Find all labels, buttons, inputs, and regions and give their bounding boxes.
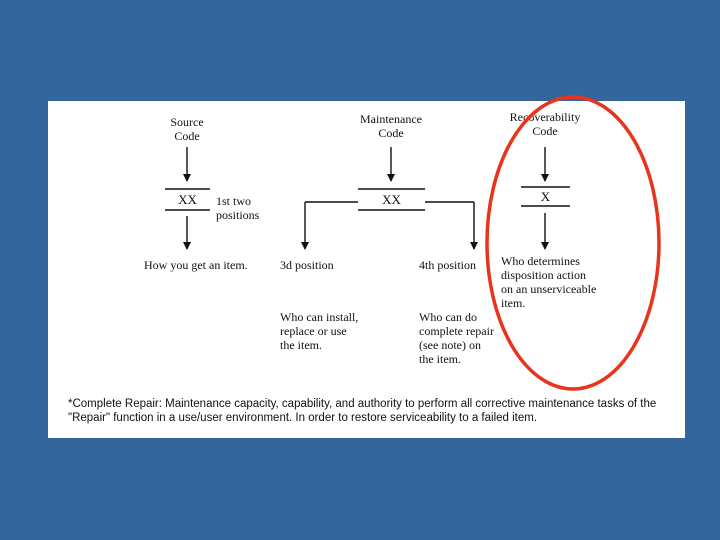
source-positions-label: 1st two positions bbox=[216, 194, 260, 222]
third-position-description: Who can install, replace or use the item. bbox=[280, 310, 359, 352]
fourth-position-description: Who can do complete repair (see note) on the item. bbox=[419, 310, 494, 366]
recoverability-result-text: Who determines disposition action on an unserviceable item. bbox=[501, 254, 597, 310]
fourth-position-label: 4th position bbox=[419, 258, 477, 272]
source-code-value: XX bbox=[178, 192, 197, 207]
recoverability-code-header: Recoverability Code bbox=[509, 110, 581, 138]
source-code-header: Source Code bbox=[170, 115, 204, 143]
maintenance-code-value: XX bbox=[382, 192, 401, 207]
source-result-text: How you get an item. bbox=[144, 258, 248, 272]
complete-repair-footnote: *Complete Repair: Maintenance capacity, capability, and authority to perform all corrective maintenance tasks of the "Repair" function in a use/user environment. In order to restore serviceability to a failed item. bbox=[68, 398, 657, 424]
third-position-label: 3d position bbox=[280, 258, 334, 272]
diagram-card bbox=[48, 101, 685, 438]
maintenance-code-header: Maintenance Code bbox=[360, 112, 422, 140]
recoverability-code-value: X bbox=[540, 189, 551, 204]
